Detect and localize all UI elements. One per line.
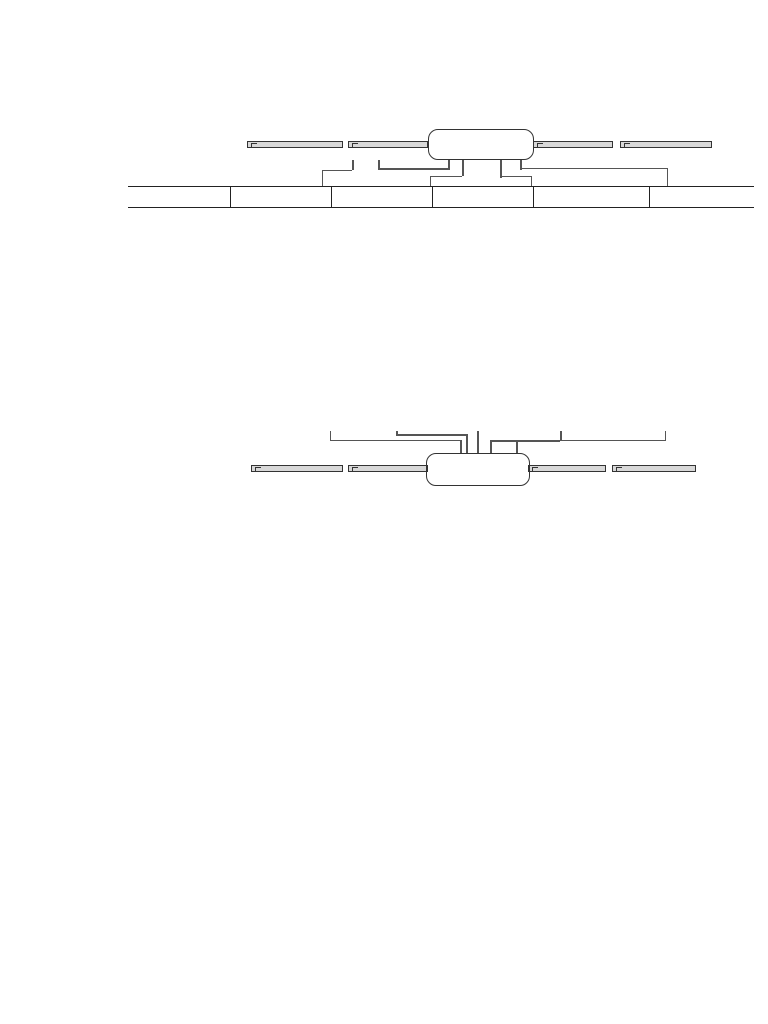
connector-line — [462, 160, 464, 176]
resistor-band — [439, 454, 446, 485]
header-multiplier — [533, 187, 649, 208]
connector-line — [520, 168, 668, 186]
lead-wire — [251, 465, 343, 472]
connector-line — [448, 160, 450, 170]
five-band-resistor — [426, 453, 530, 486]
header-second-band — [331, 187, 432, 208]
lead-wire — [247, 141, 343, 148]
lead-wire — [533, 141, 613, 148]
resistor-band — [487, 454, 494, 485]
resistor-band — [472, 130, 479, 159]
connector-line — [330, 431, 460, 441]
resistor-band — [503, 454, 509, 485]
resistor-band — [462, 130, 469, 159]
resistor-band — [463, 454, 471, 485]
header-color — [128, 187, 230, 208]
connector-line — [430, 176, 462, 186]
connector-line — [516, 440, 518, 454]
color-code-table — [128, 186, 754, 208]
connector-line — [477, 431, 479, 454]
connector-line — [466, 434, 468, 454]
connector-line — [352, 160, 354, 170]
table-header-row — [128, 187, 754, 208]
resistor-band — [455, 454, 460, 485]
header-third-band — [432, 187, 533, 208]
connector-line — [378, 168, 448, 170]
connector-line — [460, 440, 462, 454]
header-first-band — [230, 187, 331, 208]
connector-line — [516, 431, 666, 441]
resistor-band — [473, 454, 482, 485]
resistor-band — [515, 130, 523, 159]
lead-wire — [528, 465, 606, 472]
connector-line — [322, 170, 352, 186]
lead-wire — [348, 141, 428, 148]
connector-line — [396, 434, 466, 436]
connector-line — [490, 440, 492, 454]
lead-wire — [612, 465, 696, 472]
lead-wire — [620, 141, 712, 148]
resistor-band — [442, 130, 449, 159]
lead-wire — [348, 465, 428, 472]
header-tolerance — [649, 187, 754, 208]
four-band-resistor — [428, 129, 534, 160]
